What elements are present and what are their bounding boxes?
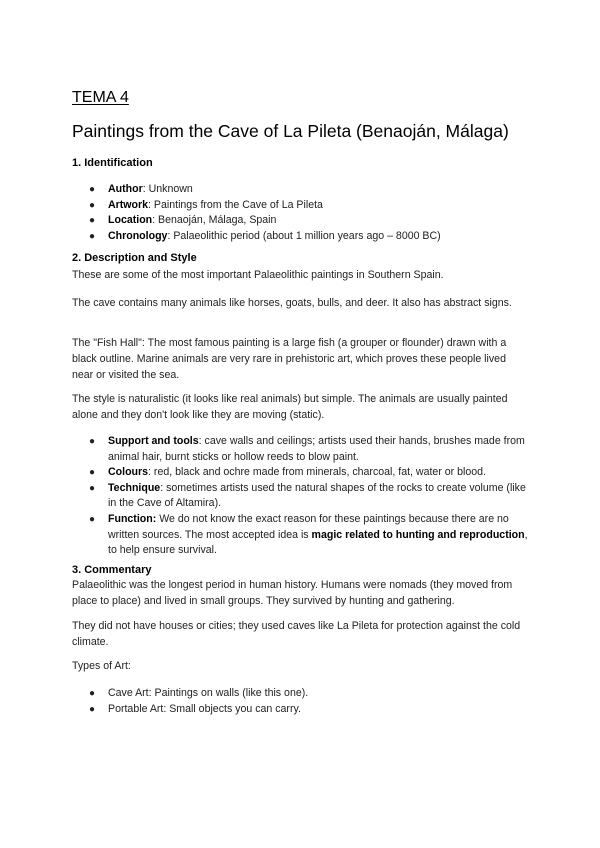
bullet-icon: ● <box>89 215 96 227</box>
list-item: ● Artwork: Paintings from the Cave of La Pileta <box>72 198 532 214</box>
list-item: ● Function: We do not know the exact reason for these paintings because there are no written sources. The most accepted idea is magic related to hunting and reproduction, to help ensure survival. <box>89 512 528 557</box>
list-item: ● Colours: red, black and ochre made from minerals, charcoal, fat, water or blood. <box>72 465 532 481</box>
list-item: ● Location: Benaoján, Málaga, Spain <box>72 213 532 229</box>
list-item: ● Portable Art: Small objects you can carry. <box>72 702 532 718</box>
unit-heading: TEMA 4 <box>72 89 129 106</box>
bullet-icon: ● <box>89 703 96 715</box>
paragraph: The cave contains many animals like horses, goats, bulls, and deer. It also has abstract signs. <box>72 297 512 309</box>
list-item: ● Chronology: Palaeolithic period (about 1 million years ago – 8000 BC) <box>72 229 532 245</box>
paragraph: These are some of the most important Palaeolithic paintings in Southern Spain. <box>72 269 444 281</box>
paragraph: Types of Art: <box>72 660 131 672</box>
bullet-icon: ● <box>89 199 96 211</box>
bullet-icon: ● <box>89 482 96 494</box>
list-item: ● Cave Art: Paintings on walls (like this one). <box>72 686 532 702</box>
list-item: ● Author: Unknown <box>72 182 532 198</box>
bullet-icon: ● <box>89 230 96 242</box>
list-item: ● Support and tools: cave walls and ceilings; artists used their hands, brushes made from animal hair, burnt sticks or hollow reeds to blow paint. <box>89 435 525 463</box>
paragraph: The style is naturalistic (it looks like real animals) but simple. The animals are usually painted alone and they don't look like they are moving (static). <box>72 393 508 422</box>
section-heading-description: 2. Description and Style <box>72 252 197 264</box>
bullet-icon: ● <box>89 513 96 525</box>
bullet-icon: ● <box>89 436 96 447</box>
bullet-icon: ● <box>89 184 96 195</box>
identification-list <box>72 182 532 244</box>
art-types-list <box>72 686 532 717</box>
style-list <box>72 434 532 559</box>
paragraph: They did not have houses or cities; they used caves like La Pileta for protection against the cold climate. <box>72 620 521 649</box>
list-item: ● Technique: sometimes artists used the natural shapes of the rocks to create volume (like in the Cave of Altamira). <box>89 481 526 510</box>
document-title: Paintings from the Cave of La Pileta (Benaoján, Málaga) <box>72 121 509 141</box>
bullet-icon: ● <box>89 688 96 699</box>
section-heading-identification: 1. Identification <box>72 157 153 169</box>
bullet-icon: ● <box>89 467 96 479</box>
section-heading-commentary: 3. Commentary <box>72 564 152 576</box>
paragraph: The "Fish Hall": The most famous painting is a large fish (a grouper or flounder) drawn with a black outline. Marine animals are very rare in prehistoric art, which proves these people lived near or visited the sea. <box>72 337 507 382</box>
paragraph: Palaeolithic was the longest period in human history. Humans were nomads (they moved from place to place) and lived in small groups. They survived by hunting and gathering. <box>72 579 513 608</box>
